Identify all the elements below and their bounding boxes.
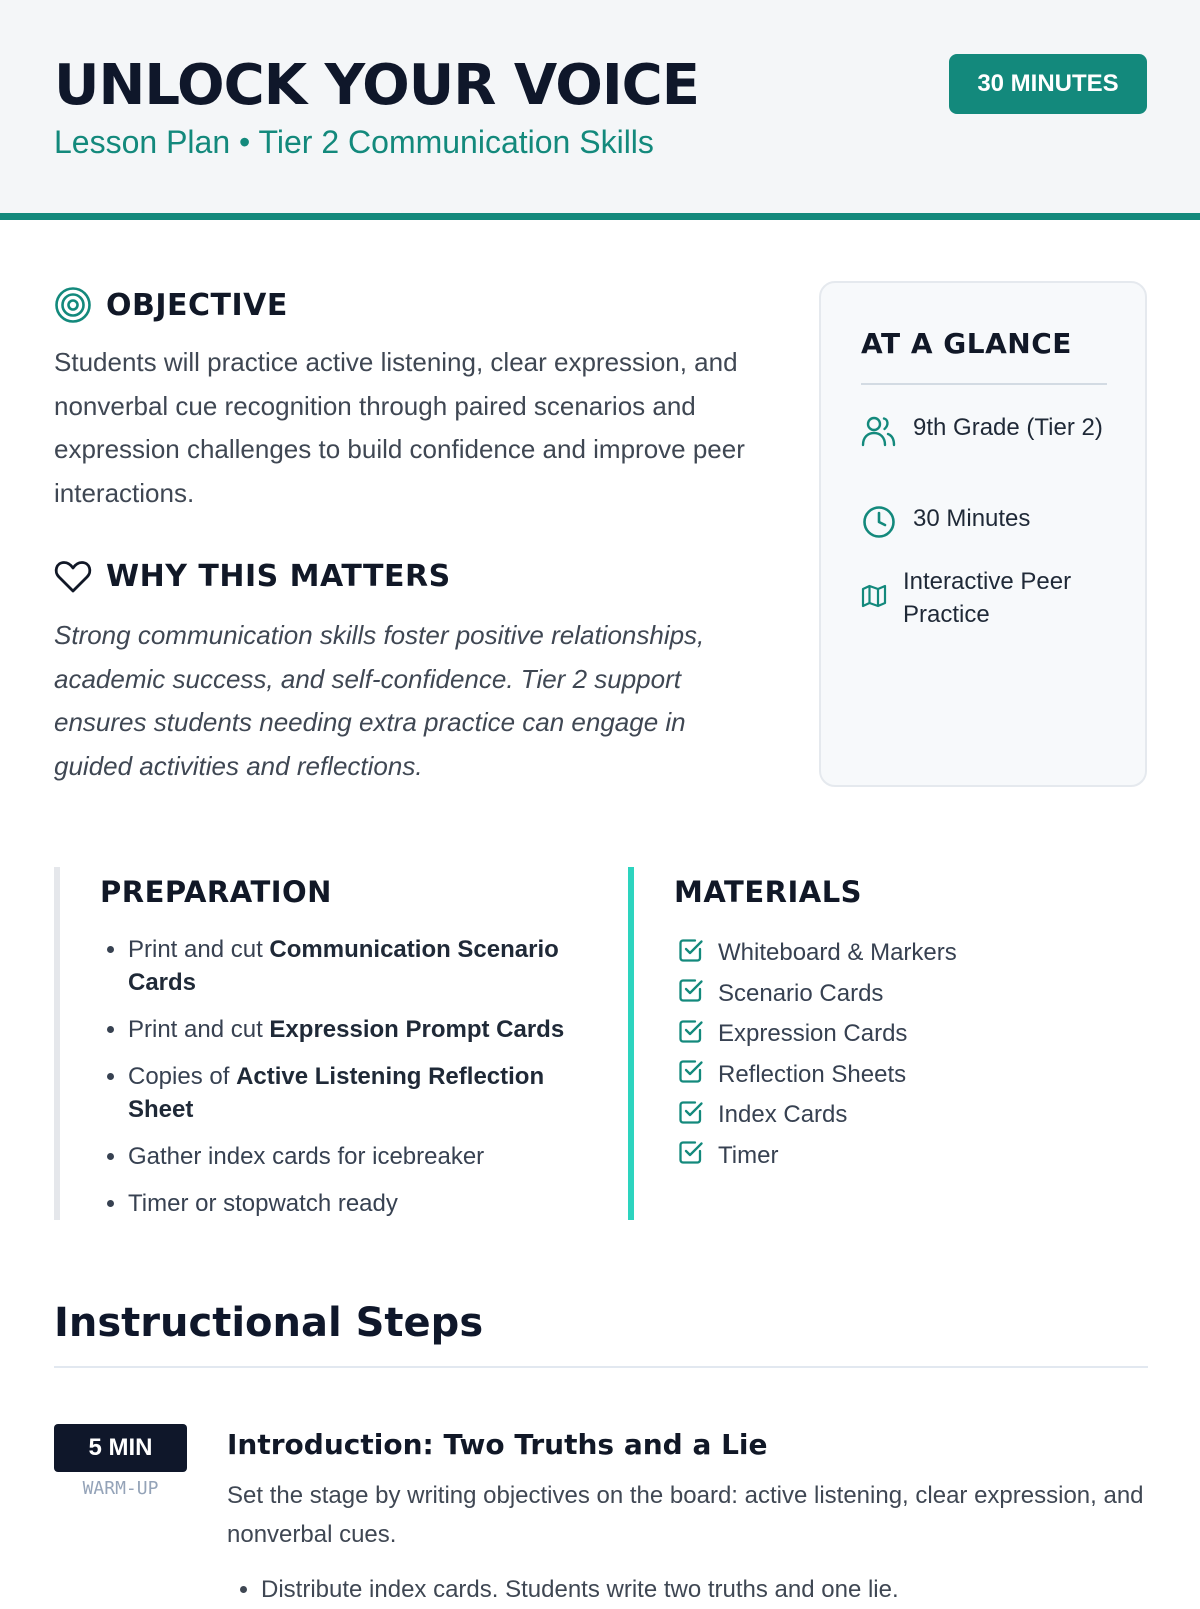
list-item: Expression Cards [678, 1014, 957, 1055]
why-heading-label: WHY THIS MATTERS [106, 559, 451, 594]
list-item: Reflection Sheets [678, 1055, 957, 1096]
glance-divider [861, 383, 1107, 385]
heart-icon [54, 560, 92, 594]
preparation-title: PREPARATION [100, 875, 332, 909]
step-phase-label: WARM-UP [82, 1478, 159, 1499]
step-bullet-list [227, 1570, 899, 1609]
list-item: Index Cards [678, 1095, 957, 1136]
list-item: Scenario Cards [678, 974, 957, 1015]
preparation-list [100, 933, 578, 1234]
at-a-glance-card [819, 281, 1147, 787]
list-item: • Copies of Active Listening Reflection Sheet [128, 1060, 578, 1126]
step-description: Set the stage by writing objectives on the board: active listening, clear expression, and nonverbal cues. [227, 1482, 1144, 1548]
step-time-badge: 5 MIN [54, 1424, 187, 1472]
list-item: • Print and cut Expression Prompt Cards [128, 1013, 578, 1046]
checkbox-icon [678, 937, 704, 970]
step-title: Introduction: Two Truths and a Lie [227, 1428, 768, 1461]
lesson-header [0, 0, 1200, 220]
page-subtitle: Lesson Plan • Tier 2 Communication Skills [54, 124, 654, 160]
list-item: • Distribute index cards. Students write two truths and one lie. [261, 1570, 899, 1609]
checkbox-icon [678, 1058, 704, 1091]
steps-divider [54, 1366, 1148, 1368]
glance-item-format [861, 565, 1103, 631]
clock-icon [861, 502, 897, 549]
steps-heading: Instructional Steps [54, 1300, 484, 1346]
why-heading [54, 559, 451, 594]
list-item: • Gather index cards for icebreaker [128, 1140, 578, 1173]
list-item: • Timer or stopwatch ready [128, 1187, 578, 1220]
glance-format-text: Interactive Peer Practice [903, 568, 1072, 628]
glance-title: AT A GLANCE [861, 327, 1072, 360]
list-item: Whiteboard & Markers [678, 933, 957, 974]
materials-list [678, 933, 957, 1176]
glance-grade-text: 9th Grade (Tier 2) [913, 414, 1103, 441]
duration-badge: 30 MINUTES [949, 54, 1147, 114]
materials-section [628, 867, 1148, 1220]
objective-heading-label: OBJECTIVE [106, 287, 288, 323]
glance-item-grade [861, 411, 1113, 458]
users-icon [861, 411, 897, 458]
objective-heading [54, 286, 288, 324]
list-item: • Print and cut Communication Scenario Cards [128, 933, 578, 999]
checkbox-icon [678, 1018, 704, 1051]
checkbox-icon [678, 1099, 704, 1132]
checkbox-icon [678, 977, 704, 1010]
glance-duration-text: 30 Minutes [913, 505, 1031, 532]
checkbox-icon [678, 1139, 704, 1172]
list-item: Timer [678, 1136, 957, 1177]
materials-title: MATERIALS [674, 875, 863, 909]
objective-text: Students will practice active listening, clear expression, and nonverbal cue recognition through paired scenarios and expression challenges to build confidence and improve peer interactions. [54, 347, 745, 508]
why-text: Strong communication skills foster positive relationships, academic success, and self-confidence. Tier 2 support ensures students needing extra practice can engage in guided activities and reflections. [54, 620, 705, 781]
page-title: UNLOCK YOUR VOICE [54, 53, 700, 118]
target-icon [54, 286, 92, 324]
preparation-section [54, 867, 564, 1220]
map-icon [861, 581, 887, 618]
glance-item-duration [861, 502, 1030, 549]
